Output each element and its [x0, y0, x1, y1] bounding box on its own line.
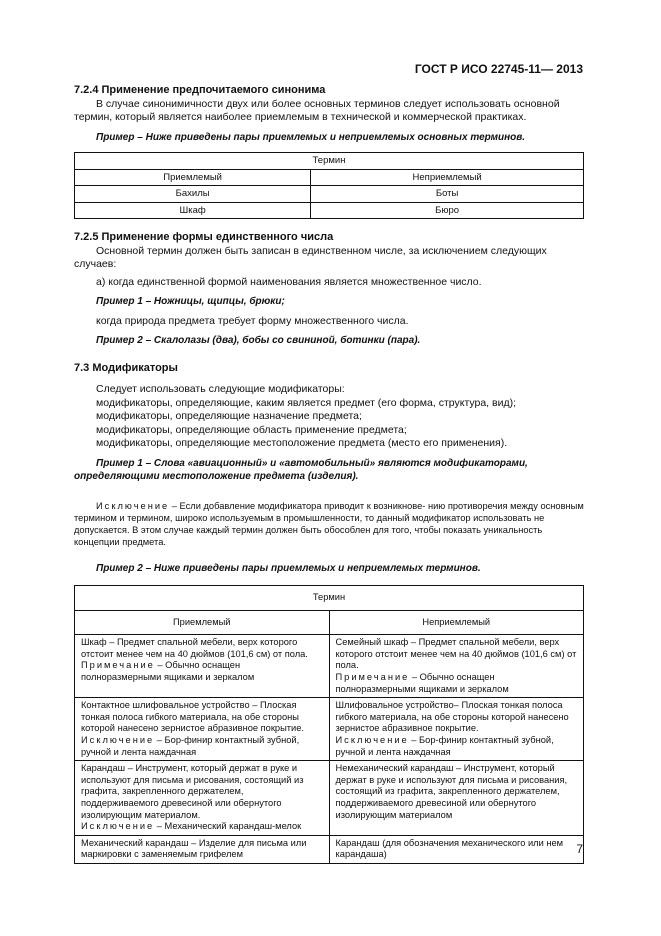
- section-7-3-title: 7.3 Модификаторы: [74, 361, 178, 374]
- cell-text: Контактное шлифовальное устройство – Плоская тонкая полоса гибкого материала, на обе стороны которой нанесено зернистое абразивное покрытие.: [81, 700, 304, 734]
- cell-note: – Обычно оснащен полноразмерными ящиками и зеркалом: [81, 660, 255, 682]
- section-7-2-5-example-1: Пример 1 – Ножницы, щипцы, брюки;: [96, 296, 285, 307]
- cell-note-label: Исключение: [335, 734, 409, 745]
- table2-col1-header: Приемлемый: [75, 610, 330, 635]
- table1-cell: Бахилы: [75, 186, 311, 203]
- list-item: модификаторы, определяющие, каким является предмет (его форма, структура, вид);: [96, 396, 516, 409]
- cell-text: Шкаф – Предмет спальной мебели, верх которого отстоит менее чем на 40 дюймов (101,6 см) от пола.: [81, 637, 308, 659]
- cell-text: Немеханический карандаш – Инструмент, который держат в руке и используют для письма и рисования, состоящий из графита, закрепленного держателем, поддерживаемого древесиной или обернутого изолирующим материалом: [335, 763, 568, 820]
- cell-note-label: Примечание: [335, 671, 410, 682]
- list-item: модификаторы, определяющие назначение предмета;: [96, 410, 362, 422]
- cell-note: – Бор-финир контактный зубной, ручной и лента наждачная: [335, 734, 554, 757]
- table1-col2-header: Неприемлемый: [311, 169, 584, 186]
- terms-table-1: [74, 152, 584, 219]
- terms-table-2: [74, 585, 584, 864]
- table-row: [75, 698, 584, 761]
- table2-cell-right: [329, 835, 584, 863]
- document-header: ГОСТ Р ИСО 22745-11— 2013: [414, 62, 583, 76]
- cell-text: Механический карандаш – Изделие для письма или маркировки с заменяемым грифелем: [81, 837, 307, 860]
- table-row: [75, 202, 584, 219]
- cell-note: – Бор-финир контактный зубной, ручной и лента наждачная: [81, 734, 300, 757]
- table-row: [75, 835, 584, 863]
- cell-note: – Механический карандаш-мелок: [154, 821, 302, 832]
- table2-cell-right: [329, 698, 584, 761]
- section-7-3-exception: [74, 500, 584, 548]
- table1-title: Термин: [75, 153, 584, 170]
- table-row: [75, 635, 584, 698]
- table2-cell-left: [75, 761, 330, 836]
- cell-text: Шлифовальное устройство– Плоская тонкая полоса гибкого материала, на обе стороны которой нанесено зернистое абразивное покрытие.: [335, 700, 569, 734]
- cell-note-label: Исключение: [81, 734, 155, 745]
- cell-note: – Обычно оснащен полноразмерными ящиками и зеркалом: [335, 671, 509, 694]
- exception-label: Исключение: [96, 500, 170, 511]
- section-7-2-5-title: 7.2.5 Применение формы единственного числа: [74, 231, 334, 243]
- list-item: модификаторы, определяющие местоположение предмета (место его применения).: [96, 437, 508, 449]
- cell-note-label: Примечание: [81, 660, 155, 671]
- section-7-3-intro: Следует использовать следующие модификаторы:: [96, 383, 345, 395]
- cell-text: Карандаш – Инструмент, который держат в руке и используют для письма и рисования, состоящий из графита, закрепленного держателем, поддерживаемого древесиной или обернутого изолирующим материалом.: [81, 763, 304, 820]
- table-row: [75, 186, 584, 203]
- cell-text: Карандаш (для обозначения механического или нем карандаша): [335, 837, 564, 860]
- table-row: [75, 761, 584, 836]
- table2-col2-header: Неприемлемый: [329, 610, 584, 635]
- section-7-2-4-text: В случае синонимичности двух или более основных терминов следует использовать основной термин, который является наиболее приемлемым в технической и коммерческой практиках.: [74, 97, 560, 123]
- page-number: 7: [576, 842, 583, 856]
- table1-cell: Шкаф: [75, 202, 311, 219]
- section-7-2-5-item-a: а) когда единственной формой наименования является множественное число.: [96, 275, 482, 288]
- list-item: модификаторы, определяющие область применение предмета;: [96, 423, 407, 436]
- table2-title: Термин: [75, 586, 584, 611]
- table2-cell-left: [75, 835, 330, 863]
- section-7-2-5-text: Основной термин должен быть записан в единственном числе, за исключением следующих случаев:: [74, 244, 547, 270]
- table1-col1-header: Приемлемый: [75, 169, 311, 186]
- exception-text: – Если добавление модификатора приводит к возникнове- нию противоречия между основным термином и термином, широко используемым в промышленности, то данный модификатор использовать не допускается. В этом случае каждый термин должен быть обособлен для того, чтобы показать уникальность концепции предмета.: [74, 500, 584, 547]
- table2-cell-right: [329, 761, 584, 836]
- table1-cell: Бюро: [311, 202, 584, 219]
- cell-text: Семейный шкаф – Предмет спальной мебели, верх которого отстоит менее чем на 40 дюймов (101,6 см) от пола.: [335, 637, 577, 671]
- section-7-2-5-example-2: Пример 2 – Скалолазы (два), бобы со свининой, ботинки (пара).: [96, 335, 421, 346]
- table2-cell-right: [329, 635, 584, 698]
- section-7-2-4-example: Пример – Ниже приведены пары приемлемых и неприемлемых основных терминов.: [96, 131, 526, 143]
- section-7-2-5-item-b: когда природа предмета требует форму множественного числа.: [96, 314, 409, 327]
- table2-cell-left: [75, 698, 330, 761]
- section-7-2-4-title: 7.2.4 Применение предпочитаемого синонима: [74, 84, 326, 96]
- section-7-3-example-1: Пример 1 – Слова «авиационный» и «автомобильный» являются модификаторами, определяющими местоположение предмета (изделия).: [74, 457, 528, 482]
- document-body: [74, 84, 584, 864]
- table1-cell: Боты: [311, 186, 584, 203]
- cell-note-label: Исключение: [81, 821, 155, 832]
- section-7-3-example-2: Пример 2 – Ниже приведены пары приемлемых и неприемлемых терминов.: [96, 562, 481, 574]
- table2-cell-left: [75, 635, 330, 698]
